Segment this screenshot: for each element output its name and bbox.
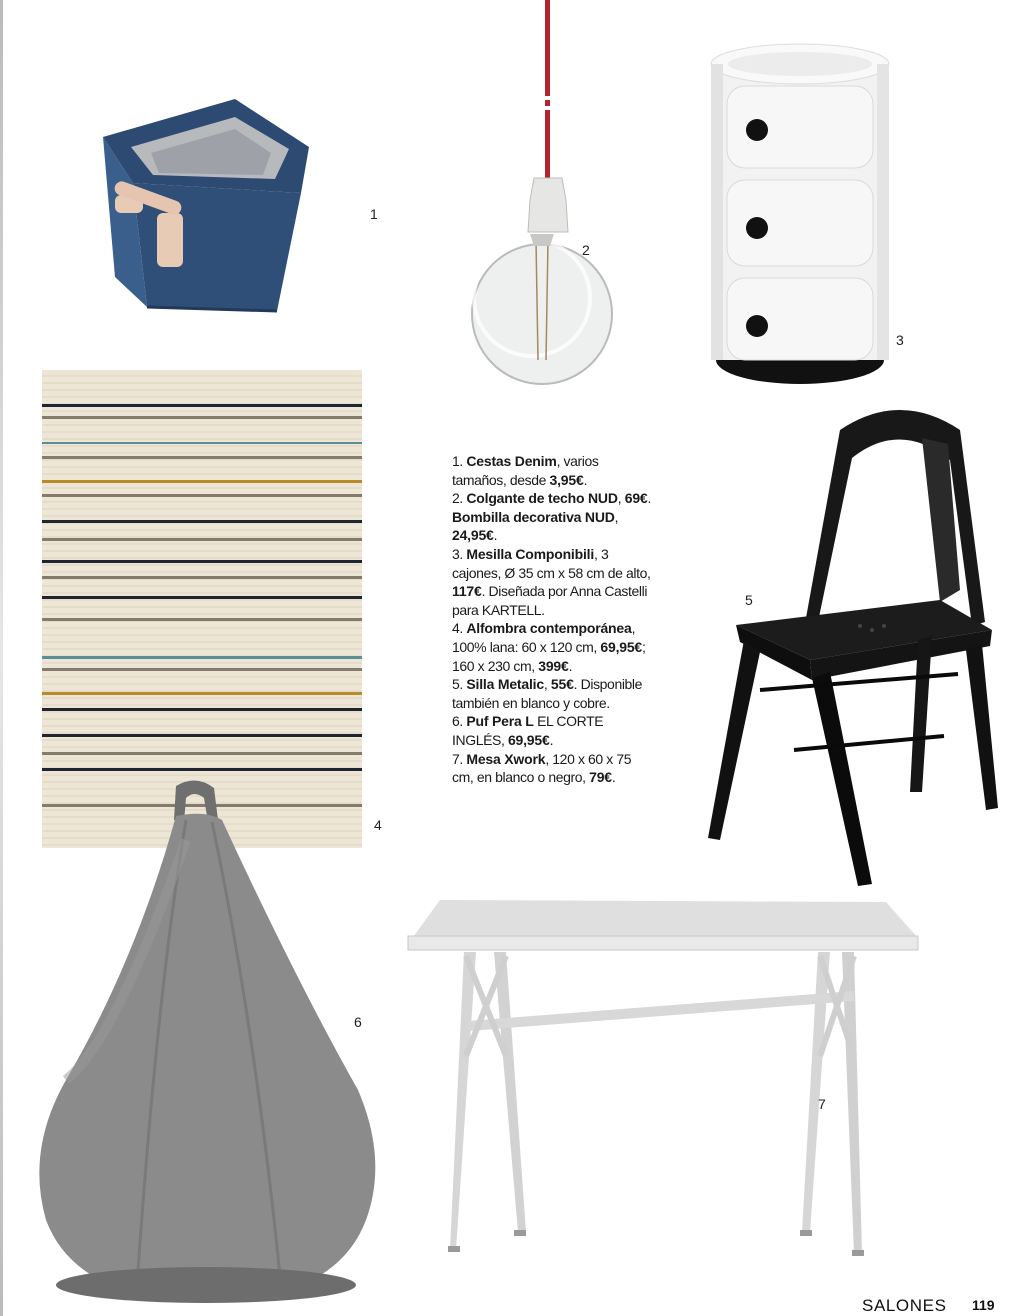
product-name: Colgante de techo NUD [466,490,618,507]
caption-number: 7. [452,750,467,767]
product-name: Silla Metalic [466,676,544,693]
product-price: 79€ [589,769,612,786]
caption-number: 1. [452,453,467,469]
striped-rug-image [42,370,362,848]
product-detail: . [493,527,498,544]
product-name: Mesilla Componibili [466,545,595,562]
section-title: SALONES [862,1296,947,1315]
product-detail: . [647,490,651,507]
product-caption [452,452,652,787]
label-5: 5 [745,592,753,608]
product-detail: EL CORTE INGLÉS, [452,713,604,748]
metal-chair-image [700,390,1000,890]
xwork-desk-image [406,896,921,1262]
product-detail: , varios tamaños, desde [452,453,599,488]
label-4: 4 [374,817,382,833]
caption-item-6 [452,712,652,749]
caption-item-2 [452,489,652,545]
product-price: 69,95€ [600,638,643,655]
product-name: Cestas Denim [466,453,557,469]
caption-item-3 [452,545,652,619]
product-name: Puf Pera L [466,713,534,730]
bean-bag-pouf-image [36,780,386,1310]
label-7: 7 [818,1096,826,1112]
denim-basket-image [95,95,325,315]
caption-item-7 [452,750,652,787]
product-price: 69€ [624,490,648,507]
product-name: Mesa Xwork [466,750,546,767]
product-name: Alfombra contemporánea [466,620,632,637]
caption-number: 2. [452,490,467,507]
product-name: Bombilla decorativa NUD [452,508,615,525]
product-detail: . [549,731,554,748]
product-detail: . Disponible también en blanco y cobre. [452,676,643,711]
product-detail: , [543,676,551,693]
label-3: 3 [896,332,904,348]
product-detail: , 120 x 60 x 75 cm, en blanco o negro, [452,750,632,786]
label-2: 2 [582,242,590,258]
page-gutter-edge [0,0,3,1316]
caption-number: 6. [452,713,467,730]
label-6: 6 [354,1014,362,1030]
product-detail: , [617,490,625,507]
product-detail: . [583,471,588,488]
caption-item-5 [452,675,652,712]
caption-item-4 [452,619,652,675]
product-price: 399€ [538,657,569,674]
product-detail: , 3 cajones, Ø 35 cm x 58 cm de alto, [452,545,651,581]
product-detail: . Diseñada por Anna Castelli para KARTELL. [452,583,648,618]
product-detail: , [614,508,619,525]
product-detail: ; 160 x 230 cm, [452,638,646,674]
page-number: 119 [972,1297,995,1313]
caption-number: 4. [452,620,467,637]
product-price: 55€ [550,676,574,693]
product-price: 69,95€ [507,731,550,748]
componibili-image [705,42,895,392]
label-1: 1 [370,206,378,222]
product-price: 117€ [452,583,482,600]
product-detail: . [611,769,616,786]
product-price: 3,95€ [549,471,584,488]
caption-number: 5. [452,676,467,693]
product-detail: , 100% lana: 60 x 120 cm, [452,620,636,655]
product-detail: . [568,657,573,674]
caption-number: 3. [452,545,467,562]
caption-item-1 [452,452,652,489]
product-price: 24,95€ [452,527,494,544]
pendant-bulb-image [470,0,615,395]
